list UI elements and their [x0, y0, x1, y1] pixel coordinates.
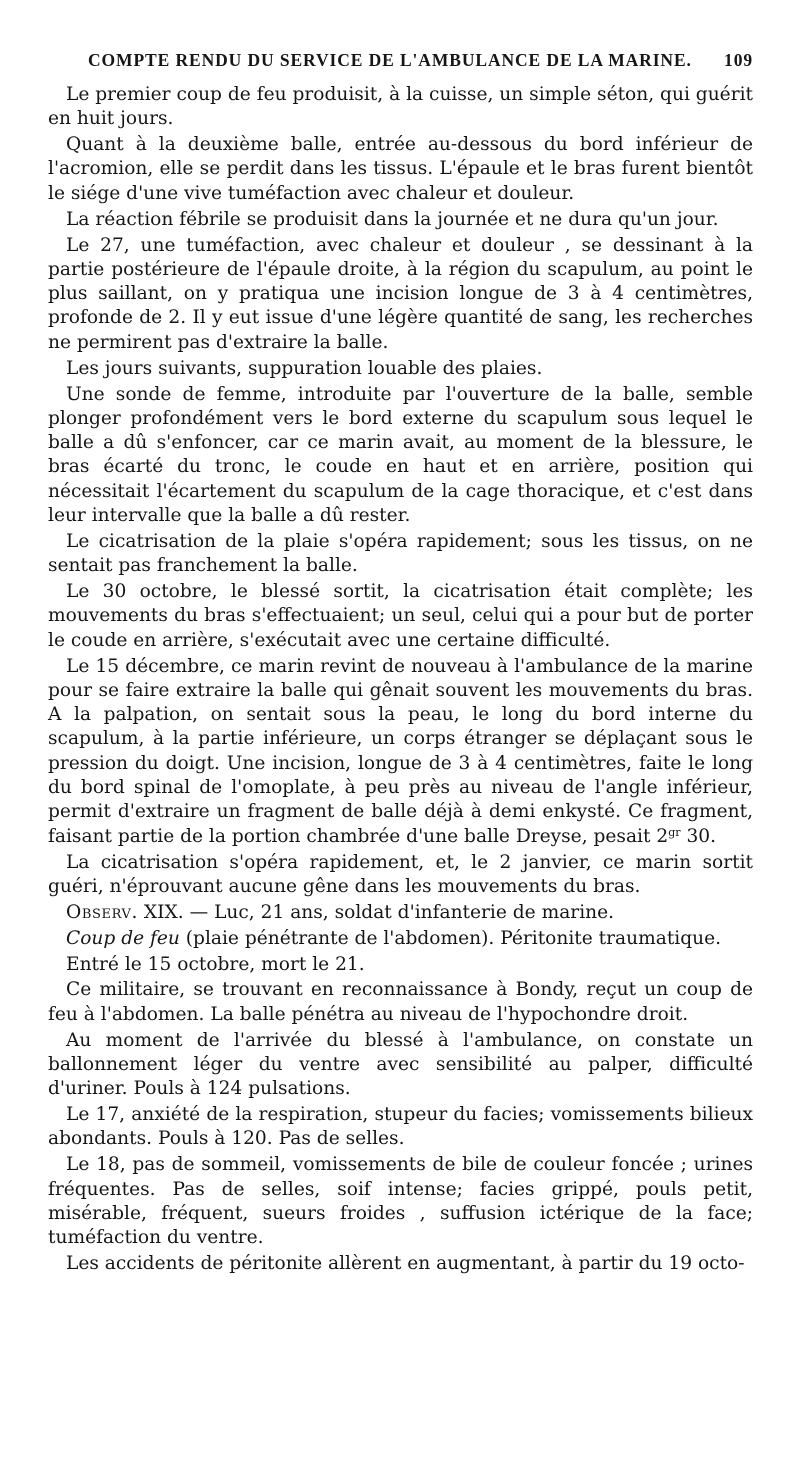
- paragraph: Les jours suivants, suppuration louable des plaies.: [66, 357, 543, 379]
- page-number: 109: [724, 50, 753, 70]
- paragraph: Une sonde de femme, introduite par l'ouverture de la balle, semble plonger profondément vers le bord externe du scapulum sous lequel le balle a dû s'enfoncer, car ce marin avait, au moment de la blessure, le bras écarté du tronc, le coude en haut et en arrière, position qui nécessitait l'écartement du scapulum de la cage thoracique, et c'est dans leur intervalle que la balle a dû rester.: [48, 383, 753, 527]
- paragraph: La réaction fébrile se produisit dans la journée et ne dura qu'un jour.: [66, 208, 719, 230]
- paragraph: La cicatrisation s'opéra rapidement, et, le 2 janvier, ce marin sortit guéri, n'éprouvant aucune gêne dans les mouvements du bras.: [48, 851, 753, 897]
- paragraph: Ce militaire, se trouvant en reconnaissance à Bondy, reçut un coup de feu à l'abdomen. La balle pénétra au niveau de l'hypochondre droit.: [48, 979, 753, 1025]
- weight-unit: gr: [668, 825, 681, 839]
- weight-rest: 30.: [680, 825, 717, 847]
- observation-subtitle-text: (plaie pénétrante de l'abdomen). Péritonite traumatique.: [179, 927, 722, 949]
- paragraph: Le premier coup de feu produisit, à la cuisse, un simple séton, qui guérit en huit jours.: [48, 84, 753, 130]
- paragraph: Le 30 octobre, le blessé sortit, la cicatrisation était complète; les mouvements du bras s'effectuaient; un seul, celui qui a pour but de porter le coude en arrière, s'exécutait avec une certaine difficulté.: [48, 581, 753, 651]
- paragraph: Quant à la deuxième balle, entrée au-dessous du bord inférieur de l'acromion, elle se perdit dans les tissus. L'épaule et le bras furent bientôt le siége d'une vive tuméfaction avec chaleur et douleur.: [48, 134, 753, 204]
- observation-label: Observ.: [66, 901, 139, 923]
- paragraph-extraction: [48, 655, 753, 849]
- paragraph-extraction-text: Le 15 décembre, ce marin revint de nouveau à l'ambulance de la marine pour se faire extraire la balle qui gênait souvent les mouvements du bras. A la palpation, on sentait sous la peau, le long du bord interne du scapulum, à la partie inférieure, un corps étranger se déplaçant sous le pression du doigt. Une incision, longue de 3 à 4 centimètres, faite le long du bord spinal de l'omoplate, à peu près au niveau de l'angle inférieur, permit d'extraire un fragment de balle déjà à demi enkysté. Ce fragment, faisant partie de la portion chambrée d'une balle Dreyse, pesait: [48, 655, 753, 847]
- observation-heading: [48, 901, 753, 925]
- running-title: COMPTE RENDU DU SERVICE DE L'AMBULANCE DE LA MARINE.: [88, 50, 692, 70]
- observation-subtitle: [48, 927, 753, 951]
- observation-subtitle-italic: Coup de feu: [66, 927, 180, 949]
- paragraph: Entré le 15 octobre, mort le 21.: [66, 953, 365, 975]
- paragraph: Au moment de l'arrivée du blessé à l'ambulance, on constate un ballonnement léger du ventre avec sensibilité au palper, difficulté d'uriner. Pouls à 124 pulsations.: [48, 1029, 753, 1100]
- paragraph: Le 27, une tuméfaction, avec chaleur et douleur , se dessinant à la partie postérieure de l'épaule droite, à la région du scapulum, au point le plus saillant, on y pratiqua une incision longue de 3 à 4 centimètres, profonde de 2. Il y eut issue d'une légère quantité de sang, les recherches ne permirent pas d'extraire la balle.: [48, 234, 753, 353]
- running-header: [88, 50, 753, 76]
- weight-value: 2: [656, 825, 669, 847]
- paragraph-last: Les accidents de péritonite allèrent en augmentant, à partir du 19 octo-: [66, 1253, 745, 1275]
- paragraph: Le 18, pas de sommeil, vomissements de bile de couleur foncée ; urines fréquentes. Pas de selles, soif intense; facies grippé, pouls petit, misérable, fréquent, sueurs froides , suffusion ictérique de la face; tuméfaction du ventre.: [48, 1154, 753, 1249]
- paragraph: Le cicatrisation de la plaie s'opéra rapidement; sous les tissus, on ne sentait pas franchement la balle.: [48, 530, 753, 577]
- observation-heading-text: XIX. — Luc, 21 ans, soldat d'infanterie de marine.: [138, 901, 615, 923]
- paragraph: Le 17, anxiété de la respiration, stupeur du facies; vomissements bilieux abondants. Pouls à 120. Pas de selles.: [48, 1104, 753, 1150]
- page-body: [48, 83, 753, 1276]
